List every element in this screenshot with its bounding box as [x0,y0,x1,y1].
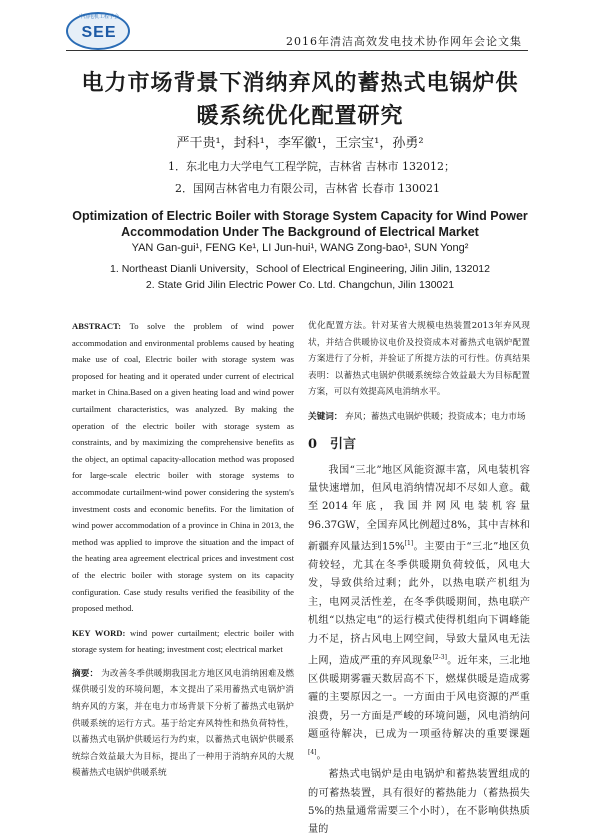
keywords-en [72,625,294,658]
abstract-en-label: ABSTRACT: [72,321,122,331]
paper-title-cn-line2: 暖系统优化配置研究 [196,103,404,129]
keywords-en-text: wind power curtailment; electric boiler with storage system for heating; investment cost; electrical market [72,627,294,655]
keywords-cn-text: 弃风；蓄热式电锅炉供暖；投资成本；电力市场 [345,411,526,422]
intro-p1-a: 我国“三北”地区风能资源丰富，风电装机容量快速增加，但风电消纳情况却不尽如人意。截至2014年底，我国并网风电装机容量96.37GW，全国弃风比例超过8%，其中吉林和新疆弃风量达到15% [308,464,530,553]
citation-3: [4] [308,749,317,757]
header-rule [66,50,528,51]
abstract-cn [72,666,294,782]
abstract-cn-text: 为改善冬季供暖期我国北方地区风电消纳困难及燃煤供暖引发的环境问题，本文提出了采用蓄热式电锅炉消纳弃风的方案，并在电力市场背景下分析了蓄热式电锅炉供暖系统的运行方式。基于给定弃风特性和热负荷特性，以蓄热式电锅炉供暖运行为约束，以蓄热式电锅炉供暖系统综合效益最大为目标，提出了一种用于消纳弃风的大规模蓄热式电锅炉供暖系统 [72,668,294,779]
paper-title-en-line2: Accommodation Under The Background of Electrical Market [121,225,479,239]
authors-en: YAN Gan-gui¹, FENG Ke¹, LI Jun-hui¹, WANG Zong-bao¹, SUN Yong² [131,242,469,254]
paper-title-en-line1: Optimization of Electric Boiler with Storage System Capacity for Wind Power [72,209,528,223]
right-column [308,318,530,840]
affiliation-en-1: 1. Northeast Dianli University，School of Electrical Engineering, Jilin Jilin, 132012 [110,263,490,275]
introduction-paragraph-1 [308,462,530,767]
abstract-cn-continued: 优化配置方法。针对某省大规模电热装置2013年弃风现状，并结合供暖协议电价及投资成本对蓄热式电锅炉配置方案进行了分析，并验证了所提方法的可行性。仿真结果表明：以蓄热式电锅炉供暖系统综合效益最大为目标配置方案，可以有效提高风电消纳水平。 [308,321,530,398]
abstract-en [72,318,294,617]
citation-2: [2-3] [432,654,447,662]
conference-logo [66,12,132,52]
intro-p1-c: 。近年来，三北地区供暖期雾霾天数居高不下，燃煤供暖是造成雾霾的主要原因之一。一方面由于风电资源的严重浪费，另一方面是严峻的环境问题，风电消纳问题亟待解决，已成为一项亟待解决的重要课题 [308,655,530,741]
logo-caption: 中国电机工程学会 [78,14,119,20]
authors-cn: 严干贵¹，封科¹，李军徽¹，王宗宝¹，孙勇² [176,136,424,151]
section-heading-introduction: 0 引言 [308,436,357,452]
logo-text: SEE [81,24,117,41]
paper-title-cn-line1: 电力市场背景下消纳弃风的蓄热式电锅炉供 [81,70,519,96]
keywords-cn [308,409,530,426]
keywords-en-label: KEY WORD: [72,627,126,638]
affiliation-cn-1: 1．东北电力大学电气工程学院，吉林省 吉林市 132012； [168,160,455,173]
abstract-cn-label: 摘要： [72,668,99,679]
citation-1: [1] [404,540,414,548]
abstract-en-text: To solve the problem of wind power accommodation and environmental problems caused by heating make use of coal, Electric boiler with storage system was proposed for heating and it operated under current of electrical market in China.Based on a given heating load and wind power curtailment characteristics, was analyzed. By making the operation of the electric boiler with storage system as constraints, and by maximizing the comprehensive benefits as the object, an optimal capacity-allocation method was proposed for large-scale electric boiler with storage systems to accommodate curtailment-wind power considering the system's investment costs and economic benefits. For the limitation of wind power accommodation of a province in China in 2013, the method was applied to improve the situation and the impact of the heating area agreement electrical prices and investment cost of the electric boiler with storage system on its capacity configuration. Case study results verified the feasibility of the proposed method. [72,321,295,614]
introduction-paragraph-2: 蓄热式电锅炉是由电锅炉和蓄热装置组成的的可蓄热装置，具有很好的蓄热能力（蓄热损失5%的热量通常需要三个小时），在不影响供热质量的 [308,769,530,836]
affiliation-cn-2: 2．国网吉林省电力有限公司，吉林省 长春市 130021 [175,182,440,195]
running-header-title: 2016年清洁高效发电技术协作网年会论文集 [286,35,522,48]
intro-p1-d: 。 [316,750,327,762]
left-column [72,318,294,782]
keywords-cn-label: 关键词： [308,411,343,422]
intro-p1-b: 。主要由于“三北”地区负荷较轻，尤其在冬季供暖期负荷较低，风电大发，导致供给过剩；此外，以热电联产机组为主，电网灵活性差，在冬季供暖期间，热电联产机组“以热定电”的运行模式使得机组向下调峰能力不足，挤占风电上网空间，导致大量风电无法上网，造成严重的弃风现象 [308,541,530,667]
affiliation-en-2: 2. State Grid Jilin Electric Power Co. Ltd. Changchun, Jilin 130021 [145,279,455,291]
